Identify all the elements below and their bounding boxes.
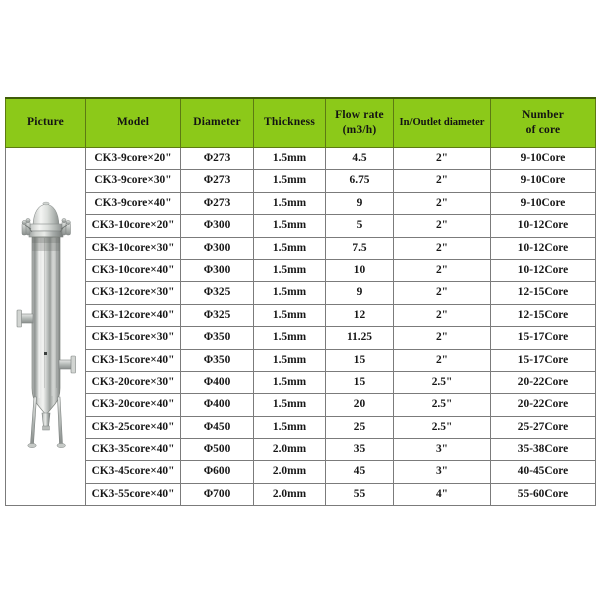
column-header-number-of-core — [491, 98, 596, 148]
cell-flow-rate: 35 — [326, 439, 394, 461]
cell-number-of-core: 25-27Core — [491, 416, 596, 438]
table-row — [6, 461, 596, 483]
cell-flow-rate: 55 — [326, 483, 394, 505]
cell-flow-rate: 45 — [326, 461, 394, 483]
cell-number-of-core: 15-17Core — [491, 349, 596, 371]
cell-thickness: 1.5mm — [254, 215, 326, 237]
cell-number-of-core: 9-10Core — [491, 170, 596, 192]
cell-thickness: 1.5mm — [254, 371, 326, 393]
column-header-flow-rate-line-2: (m3/h) — [342, 124, 377, 136]
cell-number-of-core: 12-15Core — [491, 304, 596, 326]
cell-model: CK3-10core×40" — [86, 259, 181, 281]
table-row — [6, 259, 596, 281]
table-row — [6, 349, 596, 371]
cell-number-of-core: 20-22Core — [491, 394, 596, 416]
column-header-thickness — [254, 98, 326, 148]
cell-flow-rate: 11.25 — [326, 327, 394, 349]
cell-in-outlet-diameter: 2.5" — [394, 394, 491, 416]
cell-diameter: Φ500 — [181, 439, 254, 461]
cell-diameter: Φ273 — [181, 148, 254, 170]
table-row — [6, 304, 596, 326]
product-picture-cell — [6, 148, 86, 506]
table-row — [6, 215, 596, 237]
cell-number-of-core: 40-45Core — [491, 461, 596, 483]
cell-in-outlet-diameter: 2" — [394, 237, 491, 259]
table-header — [6, 98, 596, 148]
cell-diameter: Φ300 — [181, 237, 254, 259]
cell-diameter: Φ350 — [181, 349, 254, 371]
cell-model: CK3-35core×40" — [86, 439, 181, 461]
cell-model: CK3-12core×40" — [86, 304, 181, 326]
cell-number-of-core: 20-22Core — [491, 371, 596, 393]
cell-thickness: 1.5mm — [254, 282, 326, 304]
cell-thickness: 1.5mm — [254, 259, 326, 281]
cell-diameter: Φ300 — [181, 259, 254, 281]
cell-model: CK3-15core×30" — [86, 327, 181, 349]
cell-model: CK3-55core×40" — [86, 483, 181, 505]
column-header-thickness-line-1: Thickness — [263, 116, 315, 129]
table-body — [6, 148, 596, 506]
table-row — [6, 327, 596, 349]
specification-table — [5, 97, 596, 506]
cell-number-of-core: 10-12Core — [491, 215, 596, 237]
cell-model: CK3-9core×20" — [86, 148, 181, 170]
table-row — [6, 282, 596, 304]
cell-thickness: 1.5mm — [254, 416, 326, 438]
column-header-model-line-1: Model — [116, 116, 150, 129]
cell-diameter: Φ300 — [181, 215, 254, 237]
cell-thickness: 1.5mm — [254, 349, 326, 371]
column-header-diameter — [181, 98, 254, 148]
table-row — [6, 148, 596, 170]
cell-thickness: 1.5mm — [254, 304, 326, 326]
cell-flow-rate: 10 — [326, 259, 394, 281]
cell-thickness: 1.5mm — [254, 192, 326, 214]
cell-flow-rate: 15 — [326, 349, 394, 371]
column-header-number-of-core-line-2: of core — [525, 124, 561, 136]
cell-in-outlet-diameter: 2" — [394, 215, 491, 237]
column-header-model — [86, 98, 181, 148]
filter-vessel-photo-icon — [13, 192, 79, 462]
cell-in-outlet-diameter: 3" — [394, 439, 491, 461]
cell-diameter: Φ400 — [181, 394, 254, 416]
cell-thickness: 1.5mm — [254, 394, 326, 416]
cell-diameter: Φ325 — [181, 282, 254, 304]
table-row — [6, 170, 596, 192]
table-row — [6, 192, 596, 214]
table-row — [6, 371, 596, 393]
cell-model: CK3-10core×20" — [86, 215, 181, 237]
cell-flow-rate: 25 — [326, 416, 394, 438]
cell-flow-rate: 15 — [326, 371, 394, 393]
table-row — [6, 394, 596, 416]
cell-model: CK3-45core×40" — [86, 461, 181, 483]
table-row — [6, 483, 596, 505]
cell-model: CK3-20core×40" — [86, 394, 181, 416]
cell-number-of-core: 15-17Core — [491, 327, 596, 349]
column-header-in-outlet-diameter — [394, 98, 491, 148]
cell-diameter: Φ450 — [181, 416, 254, 438]
column-header-picture-line-1: Picture — [27, 116, 64, 129]
cell-thickness: 1.5mm — [254, 237, 326, 259]
cell-flow-rate: 9 — [326, 282, 394, 304]
cell-number-of-core: 55-60Core — [491, 483, 596, 505]
table-header-row — [6, 98, 596, 148]
cell-model: CK3-9core×30" — [86, 170, 181, 192]
cell-thickness: 1.5mm — [254, 170, 326, 192]
cell-in-outlet-diameter: 2" — [394, 282, 491, 304]
cell-diameter: Φ600 — [181, 461, 254, 483]
cell-in-outlet-diameter: 2" — [394, 327, 491, 349]
cell-flow-rate: 4.5 — [326, 148, 394, 170]
cell-diameter: Φ350 — [181, 327, 254, 349]
cell-model: CK3-25core×40" — [86, 416, 181, 438]
cell-thickness: 2.0mm — [254, 483, 326, 505]
cell-flow-rate: 5 — [326, 215, 394, 237]
cell-model: CK3-20core×30" — [86, 371, 181, 393]
cell-in-outlet-diameter: 3" — [394, 461, 491, 483]
cell-in-outlet-diameter: 2.5" — [394, 416, 491, 438]
cell-diameter: Φ400 — [181, 371, 254, 393]
cell-in-outlet-diameter: 2" — [394, 349, 491, 371]
cell-number-of-core: 9-10Core — [491, 192, 596, 214]
cell-number-of-core: 35-38Core — [491, 439, 596, 461]
column-header-number-of-core-line-1: Number — [521, 108, 565, 121]
product-picture-holder — [6, 156, 85, 498]
cell-model: CK3-9core×40" — [86, 192, 181, 214]
cell-in-outlet-diameter: 2" — [394, 259, 491, 281]
column-header-flow-rate — [326, 98, 394, 148]
cell-flow-rate: 7.5 — [326, 237, 394, 259]
column-header-picture — [6, 98, 86, 148]
cell-in-outlet-diameter: 2" — [394, 192, 491, 214]
cell-model: CK3-10core×30" — [86, 237, 181, 259]
cell-number-of-core: 10-12Core — [491, 237, 596, 259]
column-header-diameter-line-1: Diameter — [193, 116, 241, 129]
cell-flow-rate: 12 — [326, 304, 394, 326]
cell-thickness: 1.5mm — [254, 327, 326, 349]
column-header-flow-rate-line-1: Flow rate — [335, 108, 384, 121]
cell-thickness: 2.0mm — [254, 439, 326, 461]
cell-number-of-core: 9-10Core — [491, 148, 596, 170]
table-row — [6, 237, 596, 259]
cell-diameter: Φ325 — [181, 304, 254, 326]
table-row — [6, 439, 596, 461]
cell-flow-rate: 6.75 — [326, 170, 394, 192]
cell-flow-rate: 9 — [326, 192, 394, 214]
cell-in-outlet-diameter: 2" — [394, 304, 491, 326]
cell-diameter: Φ273 — [181, 170, 254, 192]
cell-diameter: Φ700 — [181, 483, 254, 505]
cell-diameter: Φ273 — [181, 192, 254, 214]
cell-model: CK3-15core×40" — [86, 349, 181, 371]
cell-number-of-core: 12-15Core — [491, 282, 596, 304]
cell-model: CK3-12core×30" — [86, 282, 181, 304]
cell-in-outlet-diameter: 2" — [394, 148, 491, 170]
cell-in-outlet-diameter: 4" — [394, 483, 491, 505]
cell-in-outlet-diameter: 2" — [394, 170, 491, 192]
column-header-in-outlet-diameter-line-1: In/Outlet diameter — [399, 117, 485, 129]
cell-thickness: 2.0mm — [254, 461, 326, 483]
cell-in-outlet-diameter: 2.5" — [394, 371, 491, 393]
cell-number-of-core: 10-12Core — [491, 259, 596, 281]
table-row — [6, 416, 596, 438]
cell-flow-rate: 20 — [326, 394, 394, 416]
cell-thickness: 1.5mm — [254, 148, 326, 170]
specification-table-container — [5, 97, 595, 506]
